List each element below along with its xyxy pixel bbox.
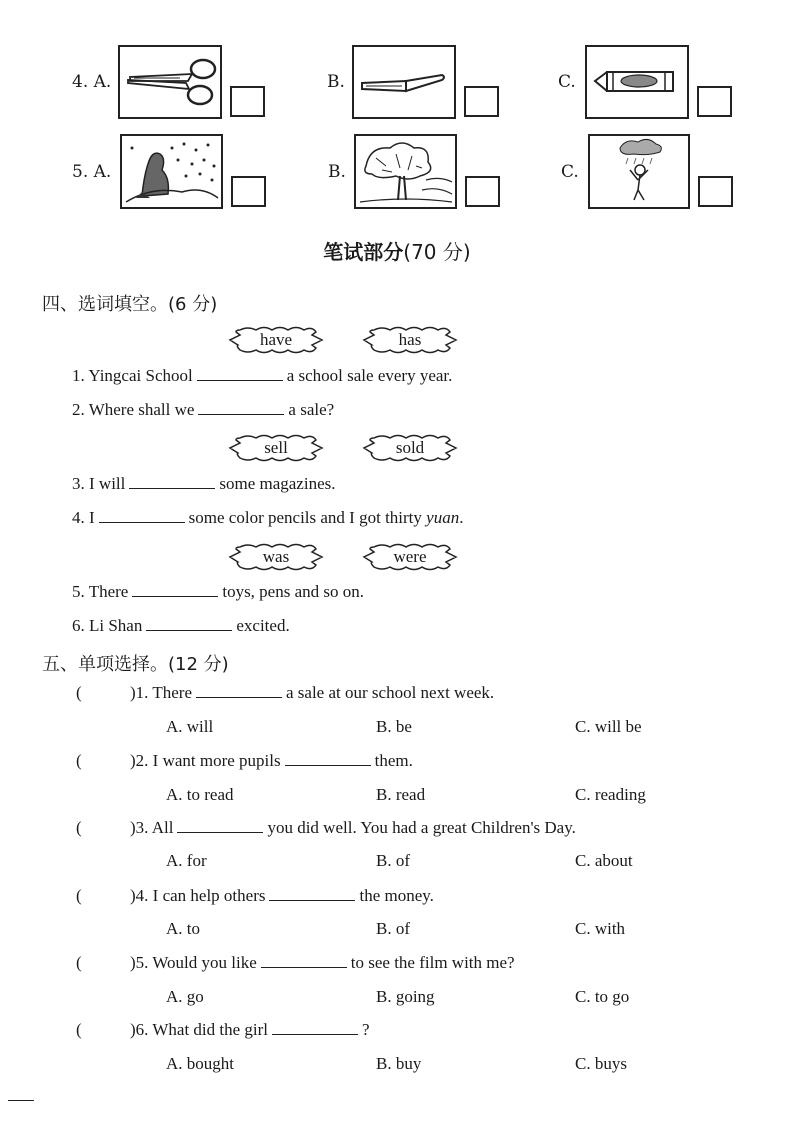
mc-option[interactable]: A. to read (166, 785, 234, 804)
answer-box-5b[interactable] (465, 176, 500, 207)
option-label: B. (327, 72, 345, 92)
written-section-title: 笔试部分(70 分) (323, 240, 471, 264)
blank (177, 818, 263, 833)
word-option-sell: sell (228, 432, 324, 464)
mc-option[interactable]: A. bought (166, 1054, 234, 1073)
fill-item-3: 3. I will some magazines. (72, 474, 336, 493)
section-4-heading: 四、选词填空。(6 分) (42, 294, 218, 315)
mc-option[interactable]: C. with (575, 919, 626, 938)
word-option-has: has (362, 324, 458, 356)
mc-question-1: )1. There a sale at our school next week. (130, 683, 495, 702)
mc-option[interactable]: A. to (166, 919, 200, 938)
rainy-child-picture (588, 134, 690, 209)
knife-icon (354, 47, 454, 117)
windy-tree-picture (354, 134, 457, 209)
word-option-was: was (228, 541, 324, 573)
blank (261, 953, 347, 968)
mc-option[interactable]: A. for (166, 851, 207, 870)
mc-option[interactable]: B. read (376, 785, 426, 804)
option-label: C. (558, 72, 576, 92)
mc-option[interactable]: A. go (166, 987, 204, 1006)
mc-option[interactable]: C. about (575, 851, 633, 870)
mc-option[interactable]: B. be (376, 717, 412, 736)
option-label: C. (561, 162, 579, 182)
blank (272, 1020, 358, 1035)
mc-question-6: )6. What did the girl ? (130, 1020, 370, 1039)
mc-question-4: )4. I can help others the money. (130, 886, 434, 905)
mc-option[interactable]: B. buy (376, 1054, 422, 1073)
blank (285, 751, 371, 766)
mc-option[interactable]: A. will (166, 717, 214, 736)
blank[interactable] (99, 508, 185, 523)
mc-question-3: )3. All you did well. You had a great Children's Day. (130, 818, 576, 837)
fill-item-6: 6. Li Shan excited. (72, 616, 290, 635)
question-5-label: 5. A. (72, 162, 112, 182)
blank[interactable] (129, 474, 215, 489)
answer-paren[interactable]: ( (76, 953, 82, 972)
blank[interactable] (198, 400, 284, 415)
fill-item-5: 5. There toys, pens and so on. (72, 582, 365, 601)
mc-option[interactable]: C. will be (575, 717, 642, 736)
question-4-label: 4. A. (72, 72, 112, 92)
windy-tree-icon (356, 136, 455, 207)
answer-box-5c[interactable] (698, 176, 733, 207)
fill-item-4: 4. I some color pencils and I got thirty yuan. (72, 508, 464, 527)
word-option-have: have (228, 324, 324, 356)
word-option-sold: sold (362, 432, 458, 464)
mc-option[interactable]: B. of (376, 851, 410, 870)
snowy-scene-picture (120, 134, 223, 209)
blank[interactable] (132, 582, 218, 597)
blank (269, 886, 355, 901)
mc-option[interactable]: B. of (376, 919, 410, 938)
mc-question-2: )2. I want more pupils them. (130, 751, 413, 770)
page-footer-rule (8, 1100, 34, 1101)
mc-option[interactable]: C. to go (575, 987, 630, 1006)
knife-picture (352, 45, 456, 119)
mc-option[interactable]: C. buys (575, 1054, 627, 1073)
crayon-picture (585, 45, 689, 119)
fill-item-1: 1. Yingcai School a school sale every year. (72, 366, 453, 385)
answer-box-4a[interactable] (230, 86, 265, 117)
answer-box-4b[interactable] (464, 86, 499, 117)
mc-question-5: )5. Would you like to see the film with me? (130, 953, 515, 972)
section-5-heading: 五、单项选择。(12 分) (42, 654, 229, 675)
mc-option[interactable]: C. reading (575, 785, 646, 804)
snowy-scene-icon (122, 136, 221, 207)
answer-paren[interactable]: ( (76, 683, 82, 702)
scissors-picture (118, 45, 222, 119)
blank (196, 683, 282, 698)
blank[interactable] (146, 616, 232, 631)
crayon-icon (587, 47, 687, 117)
scissors-icon (120, 47, 220, 117)
blank[interactable] (197, 366, 283, 381)
answer-paren[interactable]: ( (76, 1020, 82, 1039)
answer-paren[interactable]: ( (76, 818, 82, 837)
option-label: B. (328, 162, 346, 182)
answer-box-4c[interactable] (697, 86, 732, 117)
answer-box-5a[interactable] (231, 176, 266, 207)
word-option-were: were (362, 541, 458, 573)
fill-item-2: 2. Where shall we a sale? (72, 400, 335, 419)
mc-option[interactable]: B. going (376, 987, 435, 1006)
answer-paren[interactable]: ( (76, 886, 82, 905)
answer-paren[interactable]: ( (76, 751, 82, 770)
rainy-child-icon (590, 136, 688, 207)
